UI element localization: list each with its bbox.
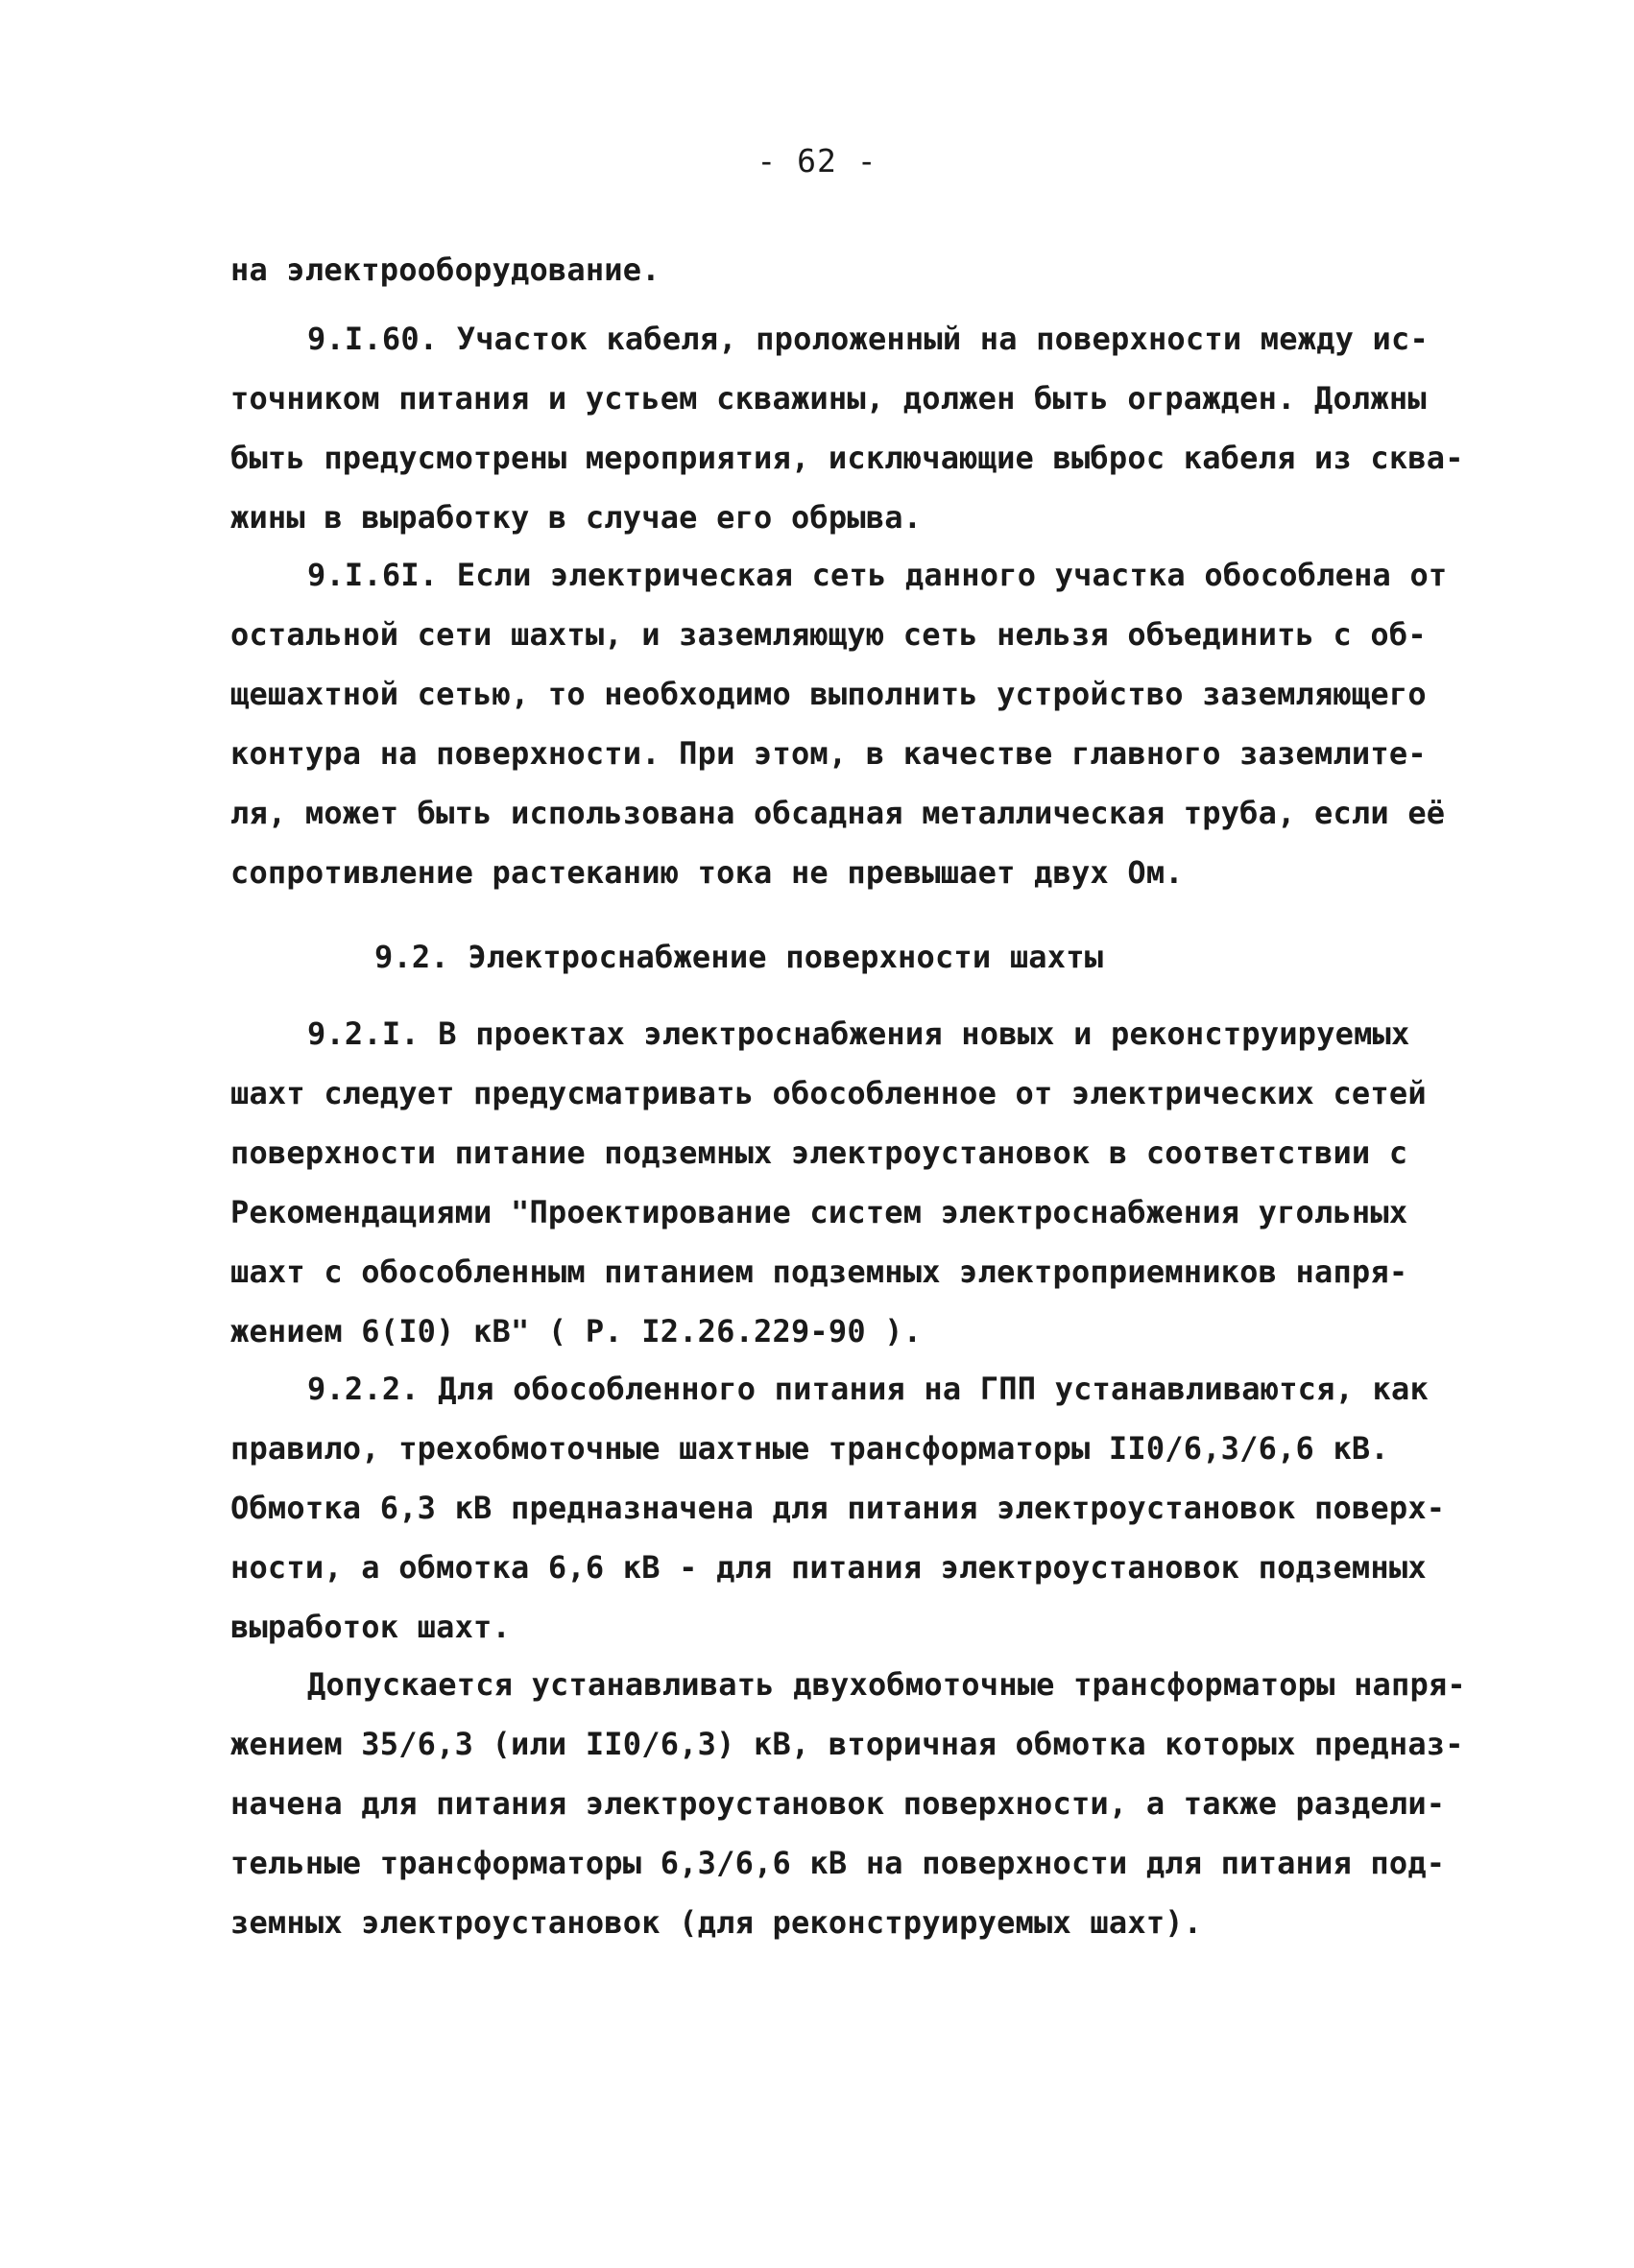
text-line: Рекомендациями "Проектирование систем электроснабжения угольных bbox=[230, 1194, 1408, 1230]
text-line: на электрооборудование. bbox=[230, 251, 661, 288]
text-line: начена для питания электроустановок поверхности, а также раздели- bbox=[230, 1785, 1446, 1822]
text-line: точником питания и устьем скважины, должен быть огражден. Должны bbox=[230, 380, 1427, 417]
text-line: жением 6(I0) кВ" ( Р. I2.26.229-90 ). bbox=[230, 1313, 923, 1349]
text-line: выработок шахт. bbox=[230, 1609, 511, 1645]
paragraph bbox=[230, 1004, 1427, 1361]
text-line: тельные трансформаторы 6,3/6,6 кВ на поверхности для питания под- bbox=[230, 1845, 1446, 1881]
text-line: контура на поверхности. При этом, в качестве главного заземлите- bbox=[230, 735, 1427, 772]
text-line: 9.2.I. В проектах электроснабжения новых и реконструируемых bbox=[307, 1015, 1410, 1052]
page-number: - 62 - bbox=[757, 142, 877, 179]
paragraph bbox=[230, 545, 1448, 902]
text-line: жины в выработку в случае его обрыва. bbox=[230, 499, 923, 536]
section-heading bbox=[230, 927, 1421, 987]
text-line: ности, а обмотка 6,6 кВ - для питания электроустановок подземных bbox=[230, 1549, 1427, 1586]
text-line: 9.2. Электроснабжение поверхности шахты bbox=[374, 939, 1104, 975]
text-line: поверхности питание подземных электроустановок в соответствии с bbox=[230, 1134, 1408, 1171]
text-line: шахт с обособленным питанием подземных электроприемников напря- bbox=[230, 1253, 1408, 1290]
text-line: быть предусмотрены мероприятия, исключающие выброс кабеля из сква- bbox=[230, 440, 1464, 476]
text-line: Допускается устанавливать двухобмоточные трансформаторы напря- bbox=[307, 1666, 1466, 1703]
text-line: земных электроустановок (для реконструируемых шахт). bbox=[230, 1904, 1203, 1941]
text-line: остальной сети шахты, и заземляющую сеть нельзя объединить с об- bbox=[230, 616, 1427, 653]
text-line: жением 35/6,3 (или II0/6,3) кВ, вторичная обмотка которых предназ- bbox=[230, 1726, 1464, 1762]
paragraph bbox=[230, 1655, 1466, 1952]
text-line: правило, трехобмоточные шахтные трансформаторы II0/6,3/6,6 кВ. bbox=[230, 1430, 1389, 1467]
paragraph bbox=[230, 1359, 1446, 1657]
paragraph bbox=[230, 309, 1464, 547]
text-line: щешахтной сетью, то необходимо выполнить устройство заземляющего bbox=[230, 676, 1427, 712]
text-line: 9.I.60. Участок кабеля, проложенный на поверхности между ис- bbox=[307, 321, 1429, 357]
text-line: шахт следует предусматривать обособленное от электрических сетей bbox=[230, 1075, 1427, 1111]
paragraph bbox=[230, 240, 1421, 299]
text-line: сопротивление растеканию тока не превышает двух Ом. bbox=[230, 854, 1184, 891]
text-line: Обмотка 6,3 кВ предназначена для питания электроустановок поверх- bbox=[230, 1490, 1446, 1526]
text-line: 9.2.2. Для обособленного питания на ГПП устанавливаются, как bbox=[307, 1371, 1429, 1407]
text-line: ля, может быть использована обсадная металлическая труба, если её bbox=[230, 795, 1446, 831]
text-line: 9.I.6I. Если электрическая сеть данного участка обособлена от bbox=[307, 557, 1448, 593]
